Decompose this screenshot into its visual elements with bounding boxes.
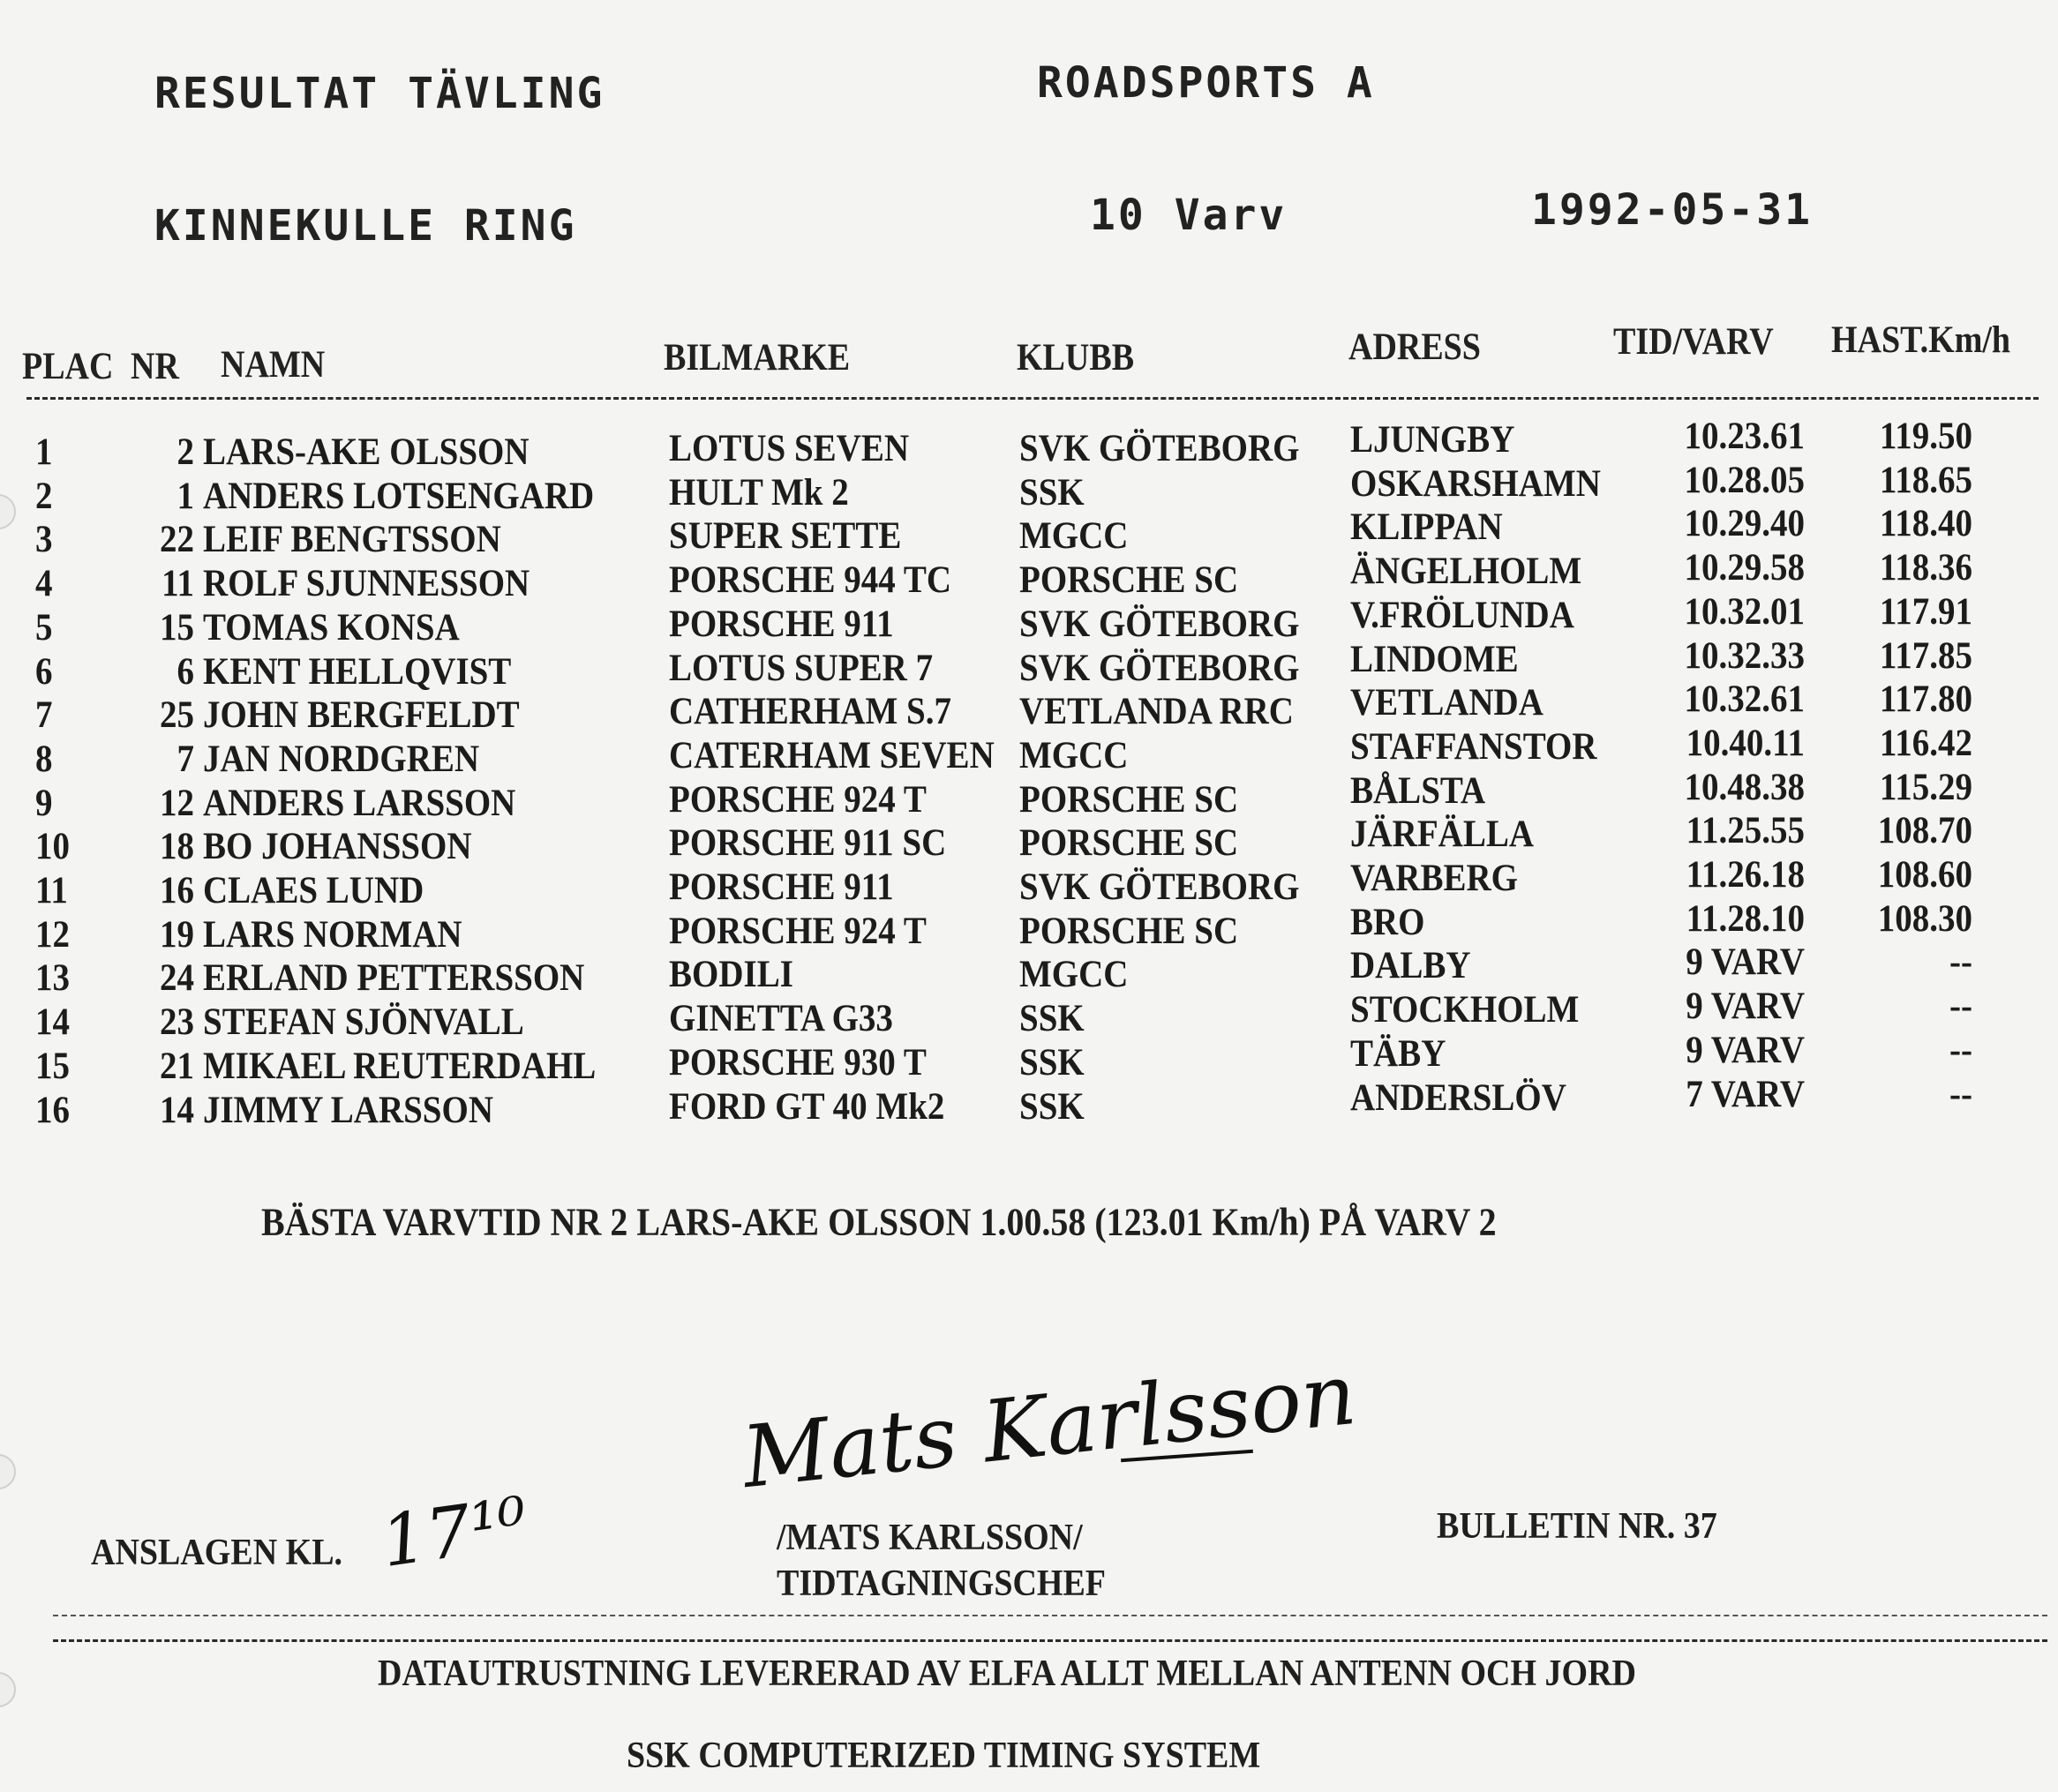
sponsor-line: DATAUTRUSTNING LEVERERAD AV ELFA ALLT MELLAN ANTENN OCH JORD [378, 1653, 1637, 1695]
cell-adress: JÄRFÄLLA [1350, 813, 1535, 856]
cell-namn: ANDERS LARSSON [203, 781, 516, 824]
cell-klubb: PORSCHE SC [1019, 821, 1239, 865]
cell-klubb: SVK GÖTEBORG [1019, 602, 1300, 646]
cell-klubb: PORSCHE SC [1019, 777, 1239, 821]
cell-tid: 10.32.33 [1684, 634, 1805, 677]
col-adress: ADRESS [1348, 326, 1481, 369]
col-bilmarke: BILMARKE [664, 336, 851, 379]
cell-adress: DALBY [1350, 944, 1471, 987]
cell-klubb: PORSCHE SC [1019, 559, 1239, 602]
cell-nr: 12 [160, 781, 194, 824]
col-klubb: KLUBB [1017, 336, 1135, 379]
system-line: SSK COMPUTERIZED TIMING SYSTEM [627, 1735, 1261, 1777]
date: 1992-05-31 [1531, 185, 1813, 235]
cell-nr: 15 [160, 605, 194, 649]
cell-adress: VETLANDA [1350, 681, 1544, 724]
cell-plac: 2 [35, 474, 53, 517]
cell-namn: JOHN BERGFELDT [203, 694, 520, 737]
cell-tid: 10.32.61 [1684, 678, 1805, 721]
cell-bil: PORSCHE 911 SC [669, 821, 947, 865]
cell-nr: 19 [160, 912, 194, 956]
cell-bil: LOTUS SUPER 7 [669, 646, 934, 689]
cell-bil: BODILI [669, 953, 793, 996]
col-nr: NR [131, 345, 179, 388]
col-hast: HAST.Km/h [1831, 319, 2011, 362]
cell-namn: LARS NORMAN [203, 912, 462, 956]
cell-klubb: SSK [1019, 997, 1085, 1040]
signer-title: TIDTAGNINGSCHEF [777, 1563, 1107, 1605]
cell-namn: LARS-AKE OLSSON [203, 431, 530, 474]
footer-divider-2 [53, 1639, 2047, 1642]
cell-adress: BÅLSTA [1350, 769, 1486, 812]
cell-bil: SUPER SETTE [669, 514, 902, 558]
cell-klubb: PORSCHE SC [1019, 909, 1239, 952]
cell-plac: 14 [35, 1001, 70, 1044]
cell-tid: 10.23.61 [1684, 415, 1805, 458]
col-namn: NAMN [221, 343, 326, 386]
cell-namn: STEFAN SJÖNVALL [203, 1001, 524, 1044]
cell-plac: 12 [35, 912, 70, 956]
cell-hast: -- [1949, 1028, 1972, 1072]
cell-tid: 10.29.40 [1684, 502, 1805, 545]
cell-klubb: SVK GÖTEBORG [1019, 427, 1300, 470]
cell-tid: 9 VARV [1686, 1028, 1805, 1072]
cell-plac: 9 [35, 781, 53, 824]
cell-hast: 108.70 [1877, 809, 1972, 852]
cell-hast: 116.42 [1879, 722, 1972, 765]
cell-namn: BO JOHANSSON [203, 825, 472, 868]
cell-tid: 7 VARV [1686, 1072, 1805, 1115]
cell-hast: 118.40 [1879, 502, 1972, 545]
posted-time: 17¹⁰ [376, 1481, 533, 1584]
cell-klubb: MGCC [1019, 734, 1129, 777]
cell-nr: 21 [160, 1044, 194, 1088]
bulletin-number: BULLETIN NR. 37 [1437, 1505, 1717, 1548]
cell-nr: 1 [177, 474, 194, 517]
cell-bil: FORD GT 40 Mk2 [669, 1084, 945, 1128]
cell-hast: 117.85 [1879, 634, 1972, 677]
posted-label: ANSLAGEN KL. [91, 1532, 343, 1574]
cell-adress: TÄBY [1350, 1031, 1446, 1076]
cell-hast: 115.29 [1879, 765, 1972, 808]
cell-nr: 2 [177, 431, 194, 474]
cell-nr: 16 [160, 869, 194, 912]
signature: Mats Karlsson [738, 1344, 1361, 1508]
cell-bil: LOTUS SEVEN [669, 427, 910, 470]
punch-hole [0, 1454, 16, 1489]
header-divider [26, 397, 2039, 400]
cell-adress: LJUNGBY [1350, 418, 1515, 461]
venue: KINNEKULLE RING [154, 201, 577, 251]
cell-bil: HULT Mk 2 [669, 470, 849, 514]
cell-adress: STOCKHOLM [1350, 988, 1580, 1031]
cell-bil: PORSCHE 924 T [669, 777, 927, 821]
best-lap: BÄSTA VARVTID NR 2 LARS-AKE OLSSON 1.00.58 (123.01 Km/h) PÅ VARV 2 [261, 1199, 1497, 1244]
cell-adress: BRO [1350, 900, 1425, 943]
cell-adress: ANDERSLÖV [1350, 1076, 1566, 1119]
table-row [0, 1072, 2058, 1131]
cell-namn: CLAES LUND [203, 869, 424, 912]
cell-namn: ANDERS LOTSENGARD [203, 474, 595, 517]
cell-nr: 14 [160, 1088, 194, 1131]
cell-nr: 6 [177, 649, 194, 693]
cell-adress: OSKARSHAMN [1350, 461, 1601, 505]
footer-divider [53, 1615, 2047, 1616]
cell-namn: JIMMY LARSSON [203, 1088, 493, 1131]
cell-tid: 11.25.55 [1686, 809, 1805, 852]
cell-hast: 118.65 [1879, 458, 1972, 501]
cell-bil: PORSCHE 911 [669, 866, 894, 909]
cell-plac: 8 [35, 738, 53, 781]
title-left: RESULTAT TÄVLING [154, 69, 605, 118]
cell-tid: 10.32.01 [1684, 589, 1805, 634]
cell-plac: 15 [35, 1044, 70, 1088]
punch-hole [0, 1672, 16, 1707]
cell-namn: JAN NORDGREN [203, 738, 480, 781]
cell-tid: 9 VARV [1686, 941, 1805, 984]
cell-adress: KLIPPAN [1350, 506, 1503, 549]
cell-nr: 18 [160, 825, 194, 868]
col-tid: TID/VARV [1613, 320, 1774, 364]
cell-klubb: SVK GÖTEBORG [1019, 866, 1300, 909]
laps: 10 Varv [1090, 191, 1288, 240]
cell-hast: -- [1949, 1072, 1972, 1115]
cell-nr: 22 [160, 518, 194, 561]
cell-hast: -- [1949, 941, 1972, 984]
cell-hast: 117.80 [1879, 678, 1972, 721]
cell-hast: 117.91 [1879, 589, 1972, 634]
cell-bil: CATERHAM SEVEN [669, 734, 995, 777]
cell-adress: ÄNGELHOLM [1350, 550, 1582, 593]
cell-adress: LINDOME [1350, 637, 1519, 680]
cell-plac: 5 [35, 605, 53, 649]
cell-tid: 10.40.11 [1686, 722, 1805, 765]
cell-tid: 10.29.58 [1684, 546, 1805, 589]
cell-klubb: SSK [1019, 1084, 1085, 1128]
cell-hast: 119.50 [1879, 415, 1972, 458]
col-plac: PLAC [22, 345, 114, 388]
cell-bil: PORSCHE 924 T [669, 909, 927, 952]
cell-klubb: SSK [1019, 470, 1085, 514]
cell-namn: LEIF BENGTSSON [203, 518, 501, 561]
cell-plac: 3 [35, 518, 53, 561]
cell-bil: PORSCHE 911 [669, 602, 894, 646]
cell-adress: V.FRÖLUNDA [1350, 593, 1574, 637]
cell-namn: TOMAS KONSA [203, 605, 460, 649]
cell-tid: 11.28.10 [1686, 896, 1805, 940]
cell-plac: 13 [35, 956, 70, 1000]
cell-namn: ERLAND PETTERSSON [203, 956, 585, 1000]
cell-hast: 118.36 [1879, 546, 1972, 589]
cell-nr: 25 [160, 694, 194, 737]
cell-plac: 4 [35, 562, 53, 605]
cell-hast: -- [1949, 985, 1972, 1028]
cell-hast: 108.60 [1877, 853, 1972, 896]
cell-klubb: VETLANDA RRC [1019, 690, 1294, 733]
cell-nr: 24 [160, 956, 194, 1000]
cell-klubb: SVK GÖTEBORG [1019, 646, 1300, 689]
cell-bil: PORSCHE 930 T [669, 1040, 927, 1084]
cell-tid: 10.28.05 [1684, 458, 1805, 501]
cell-plac: 16 [35, 1088, 70, 1131]
cell-plac: 7 [35, 694, 53, 737]
cell-namn: KENT HELLQVIST [203, 649, 512, 693]
cell-plac: 6 [35, 649, 53, 693]
cell-nr: 23 [160, 1001, 194, 1044]
cell-nr: 7 [177, 738, 194, 781]
signer-name: /MATS KARLSSON/ [777, 1517, 1083, 1559]
cell-plac: 1 [35, 431, 53, 474]
cell-nr: 11 [161, 562, 194, 605]
cell-tid: 10.48.38 [1684, 765, 1805, 808]
cell-plac: 10 [35, 825, 70, 868]
cell-klubb: SSK [1019, 1040, 1085, 1084]
cell-bil: PORSCHE 944 TC [669, 559, 951, 602]
cell-namn: ROLF SJUNNESSON [203, 562, 530, 605]
cell-hast: 108.30 [1877, 896, 1972, 940]
title-right: ROADSPORTS A [1037, 58, 1375, 108]
cell-klubb: MGCC [1019, 514, 1129, 558]
cell-bil: GINETTA G33 [669, 997, 893, 1040]
cell-tid: 11.26.18 [1686, 853, 1805, 896]
cell-tid: 9 VARV [1686, 985, 1805, 1028]
cell-plac: 11 [35, 869, 68, 912]
cell-adress: STAFFANSTOR [1350, 725, 1597, 769]
cell-namn: MIKAEL REUTERDAHL [203, 1044, 597, 1088]
cell-adress: VARBERG [1350, 857, 1518, 900]
cell-bil: CATHERHAM S.7 [669, 690, 951, 733]
cell-klubb: MGCC [1019, 953, 1129, 996]
